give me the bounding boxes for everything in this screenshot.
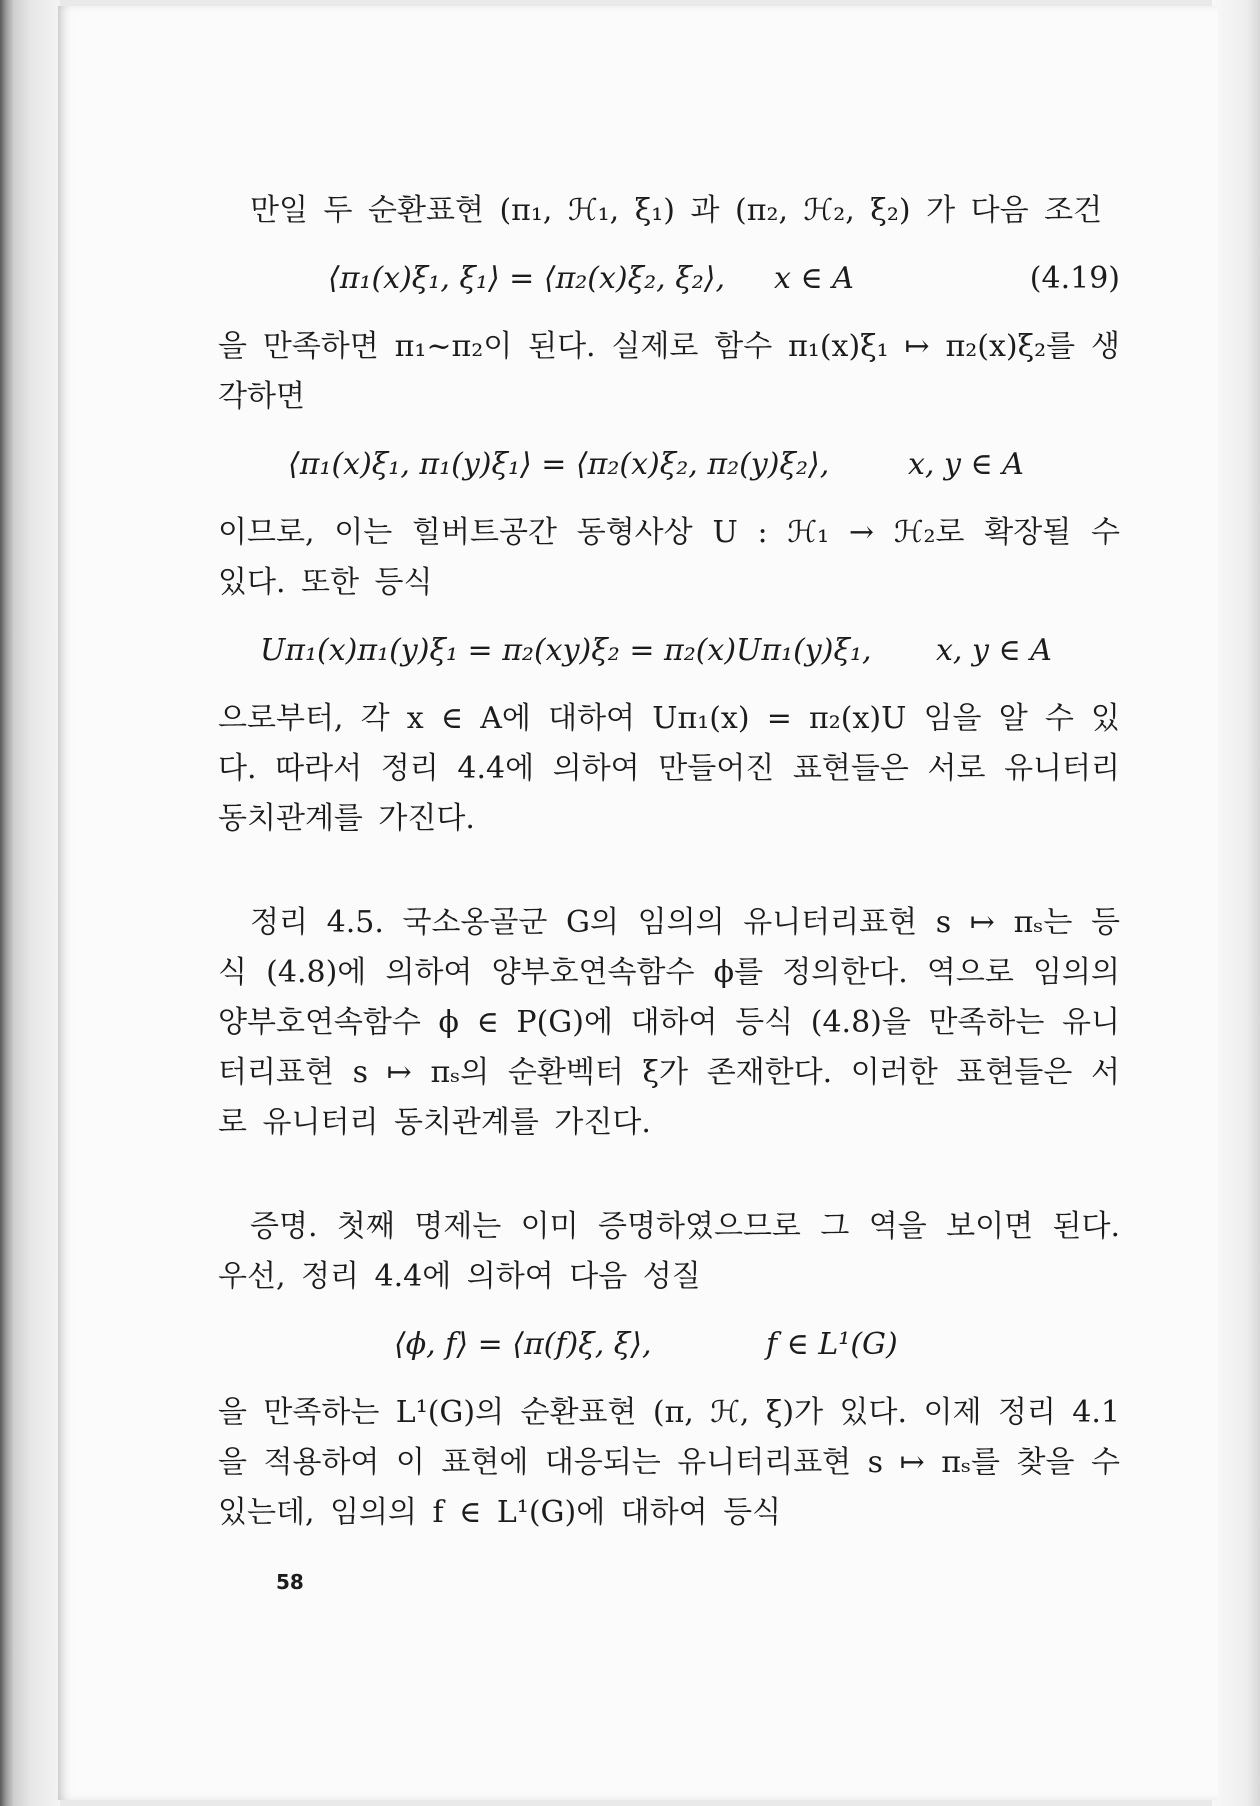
equation-intertwining-condition: x, y ∈ A bbox=[936, 633, 1052, 668]
paragraph-intro: 만일 두 순환표현 (π₁, ℋ₁, ξ₁) 과 (π₂, ℋ₂, ξ₂) 가 다음 조건 bbox=[250, 193, 1103, 228]
paragraph-cyclic-representation: 을 만족하는 L¹(G)의 순환표현 (π, ℋ, ξ)가 있다. 이제 정리 4.1을 적용하여 이 표현에 대응되는 유니터리표현 s ↦ πₛ를 찾을 수 있는데, 임의의 f ∈ L¹(G)에 대하여 등식 bbox=[218, 1395, 1120, 1530]
equation-phi-f-body: ⟨ϕ, f⟩ = ⟨π(f)ξ, ξ⟩, bbox=[394, 1327, 652, 1362]
paragraph-conclusion: 으로부터, 각 x ∈ A에 대하여 Uπ₁(x) = π₂(x)U 임을 알 수 있다. 따라서 정리 4.4에 의하여 만들어진 표현들은 서로 유니터리 동치관계를 가진다. bbox=[218, 701, 1120, 836]
paragraph-isomorphism: 이므로, 이는 힐버트공간 동형사상 U : ℋ₁ → ℋ₂로 확장될 수 있다. 또한 등식 bbox=[218, 515, 1120, 600]
equation-4-19-body: ⟨π₁(x)ξ₁, ξ₁⟩ = ⟨π₂(x)ξ₂, ξ₂⟩, bbox=[328, 261, 726, 296]
theorem-4-5: 정리 4.5. 국소옹골군 G의 임의의 유니터리표현 s ↦ πₛ는 등식 (4.8)에 의하여 양부호연속함수 ϕ를 정의한다. 역으로 임의의 양부호연속함수 ϕ ∈ P(G)에 대하여 등식 (4.8)을 만족하는 유니터리표현 s ↦ πₛ의 순환벡터 ξ가 존재한다. 이러한 표현들은 서로 유니터리 동치관계를 가진다. bbox=[218, 905, 1120, 1140]
equation-inner-product-condition: x, y ∈ A bbox=[908, 447, 1024, 482]
equation-inner-product bbox=[218, 436, 1120, 494]
proof-paragraph: 증명. 첫째 명제는 이미 증명하였으므로 그 역을 보이면 된다. 우선, 정리 4.4에 의하여 다음 성질 bbox=[218, 1209, 1120, 1294]
equation-phi-f-condition: f ∈ L¹(G) bbox=[766, 1327, 898, 1362]
equation-inner-product-body: ⟨π₁(x)ξ₁, π₁(y)ξ₁⟩ = ⟨π₂(x)ξ₂, π₂(y)ξ₂⟩, bbox=[288, 447, 830, 482]
equation-phi-f bbox=[218, 1316, 1120, 1374]
equation-4-19 bbox=[218, 250, 1120, 308]
equation-intertwining bbox=[218, 622, 1120, 680]
book-page bbox=[58, 6, 1218, 1800]
equation-4-19-condition: x ∈ A bbox=[774, 261, 854, 296]
paragraph-equivalence: 을 만족하면 π₁~π₂이 된다. 실제로 함수 π₁(x)ξ₁ ↦ π₂(x)ξ₂를 생각하면 bbox=[218, 329, 1120, 414]
page-edge-shadow bbox=[1212, 0, 1260, 1806]
equation-intertwining-body: Uπ₁(x)π₁(y)ξ₁ = π₂(xy)ξ₂ = π₂(x)Uπ₁(y)ξ₁, bbox=[260, 633, 872, 668]
book-spine-shadow bbox=[0, 0, 60, 1806]
equation-number: (4.19) bbox=[1029, 261, 1120, 296]
page-content bbox=[218, 186, 1120, 1538]
page-number: 58 bbox=[276, 1570, 304, 1594]
